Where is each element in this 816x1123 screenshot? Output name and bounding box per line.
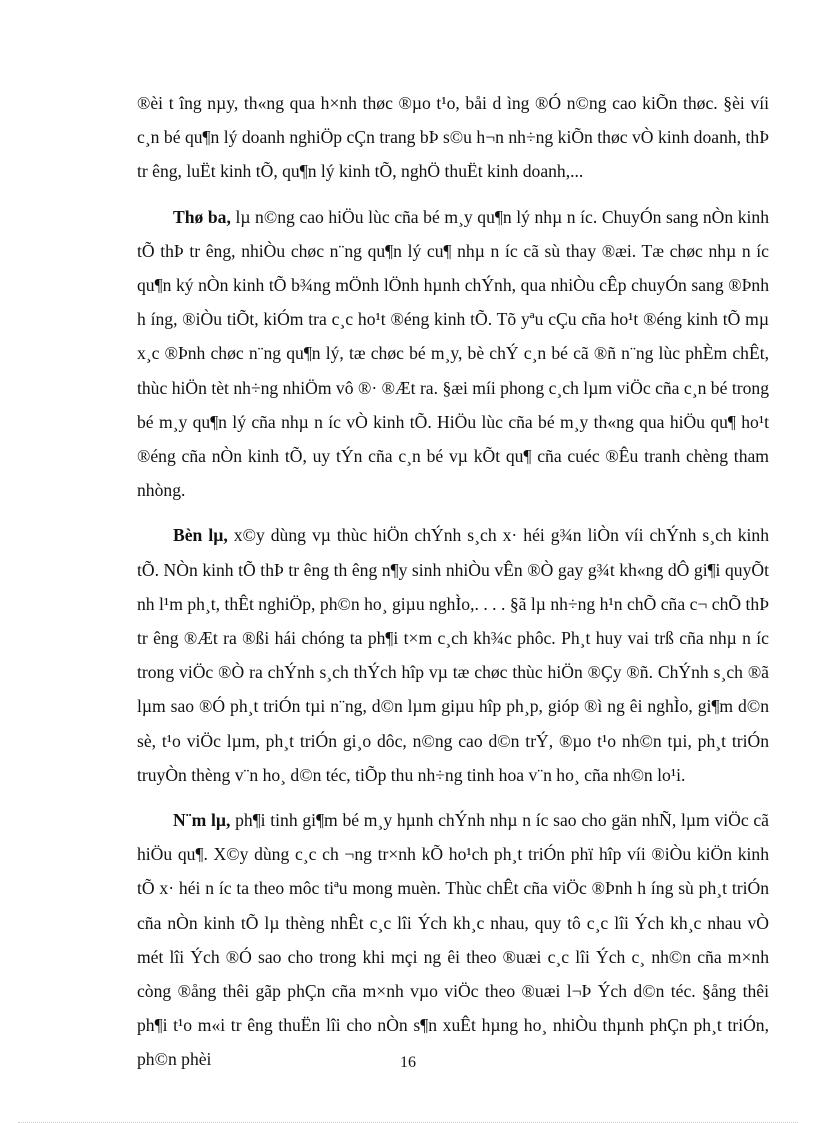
paragraph-continued [137, 86, 769, 189]
paragraph-nam-la [137, 803, 769, 1077]
body-text [137, 86, 769, 1088]
paragraph-lead: Bèn lµ, [173, 525, 228, 546]
paragraph-text: ®èi t îng nµy, th«ng qua h×nh thøc ®µo t¹o, båi d ìng ®Ó n©ng cao kiÕn thøc. §èi víi c¸n bé qu¶n lý doanh nghiÖp cÇn trang bÞ s©u h¬n nh÷ng kiÕn thøc vÒ kinh doanh, thÞ tr êng, luËt kinh tÕ, qu¶n lý kinh tÕ, nghÖ thuËt kinh doanh,... [137, 93, 769, 182]
paragraph-text: x©y dùng vµ thùc hiÖn chÝnh s¸ch x· héi g¾n liÒn víi chÝnh s¸ch kinh tÕ. NÒn kinh tÕ thÞ tr êng th êng n¶y sinh nhiÒu vÊn ®Ò gay g¾t kh«ng dÔ gi¶i quyÕt nh l¹m ph¸t, thÊt nghiÖp, ph©n ho¸ giµu nghÌo,. . . . §ã lµ nh÷ng h¹n chÕ cña c¬ chÕ thÞ tr êng ®Æt ra ®ßi hái chóng ta ph¶i t×m c¸ch kh¾c phôc. Ph¸t huy vai trß cña nhµ n íc trong viÖc ®Ò ra chÝnh s¸ch thÝch hîp vµ tæ chøc thùc hiÖn ®Çy ®ñ. ChÝnh s¸ch ®ã lµm sao ®Ó ph¸t triÓn tµi n¨ng, d©n lµm giµu hîp ph¸p, gióp ®ì ng êi nghÌo, gi¶m d©n sè, t¹o viÖc lµm, ph¸t triÓn gi¸o dôc, n©ng cao d©n trÝ, ®µo t¹o nh©n tµi, ph¸t triÓn truyÒn thèng v¨n ho¸ d©n téc, tiÕp thu nh÷ng tinh hoa v¨n ho¸ cña nh©n lo¹i. [137, 525, 769, 785]
paragraph-text: lµ n©ng cao hiÖu lùc cña bé m¸y qu¶n lý nhµ n íc. ChuyÓn sang nÒn kinh tÕ thÞ tr êng, nhiÒu chøc n¨ng qu¶n lý cu¶ nhµ n íc cã sù thay ®æi. Tæ chøc nhµ n íc qu¶n ký nÒn kinh tÕ b¾ng mÖnh lÖnh hµnh chÝnh, qua nhiÒu cÊp chuyÓn sang ®Þnh h íng, ®iÒu tiÕt, kiÓm tra c¸c ho¹t ®éng kinh tÕ. Tõ yªu cÇu cña ho¹t ®éng kinh tÕ mµ x¸c ®Þnh chøc n¨ng qu¶n lý, tæ chøc bé m¸y, bè chÝ c¸n bé cã ®ñ n¨ng lùc phÈm chÊt, thùc hiÖn tèt nh÷ng nhiÖm vô ®· ®Æt ra. §æi míi phong c¸ch lµm viÖc cña c¸n bé trong bé m¸y qu¶n lý cña nhµ n íc vÒ kinh tÕ. HiÖu lùc cña bé m¸y th«ng qua hiÖu qu¶ ho¹t ®éng cña nÒn kinh tÕ, uy tÝn cña c¸n bé vµ kÕt qu¶ cña cuéc ®Êu tranh chèng tham nhòng. [137, 206, 769, 501]
paragraph-lead: Thø ba, [173, 206, 231, 227]
paragraph-thu-ba [137, 200, 769, 508]
paragraph-lead: N¨m lµ, [173, 810, 231, 831]
paragraph-text: ph¶i tinh gi¶m bé m¸y hµnh chÝnh nhµ n íc sao cho gän nhÑ, lµm viÖc cã hiÖu qu¶. X©y dùng c¸c ch ¬ng tr×nh kÕ ho¹ch ph¸t triÓn phï hîp víi ®iÒu kiÖn kinh tÕ x· héi n íc ta theo môc tiªu mong muèn. Thùc chÊt cña viÖc ®Þnh h íng sù ph¸t triÓn cña nÒn kinh tÕ lµ thèng nhÊt c¸c lîi Ých kh¸c nhau, quy tô c¸c lîi Ých kh¸c nhau vÒ mét lîi Ých ®Ó sao cho trong khi mçi ng êi theo ®uæi c¸c lîi Ých c¸ nh©n cña m×nh còng ®ång thêi gãp phÇn cña m×nh vµo viÖc theo ®uæi l¬Þ Ých d©n téc. §ång thêi ph¶i t¹o m«i tr êng thuËn lîi cho nÒn s¶n xuÊt hµng ho¸ nhiÒu thµnh phÇn ph¸t triÓn, ph©n phèi [137, 810, 769, 1070]
paragraph-bon-la [137, 518, 769, 792]
page-number: 16 [400, 1054, 416, 1071]
